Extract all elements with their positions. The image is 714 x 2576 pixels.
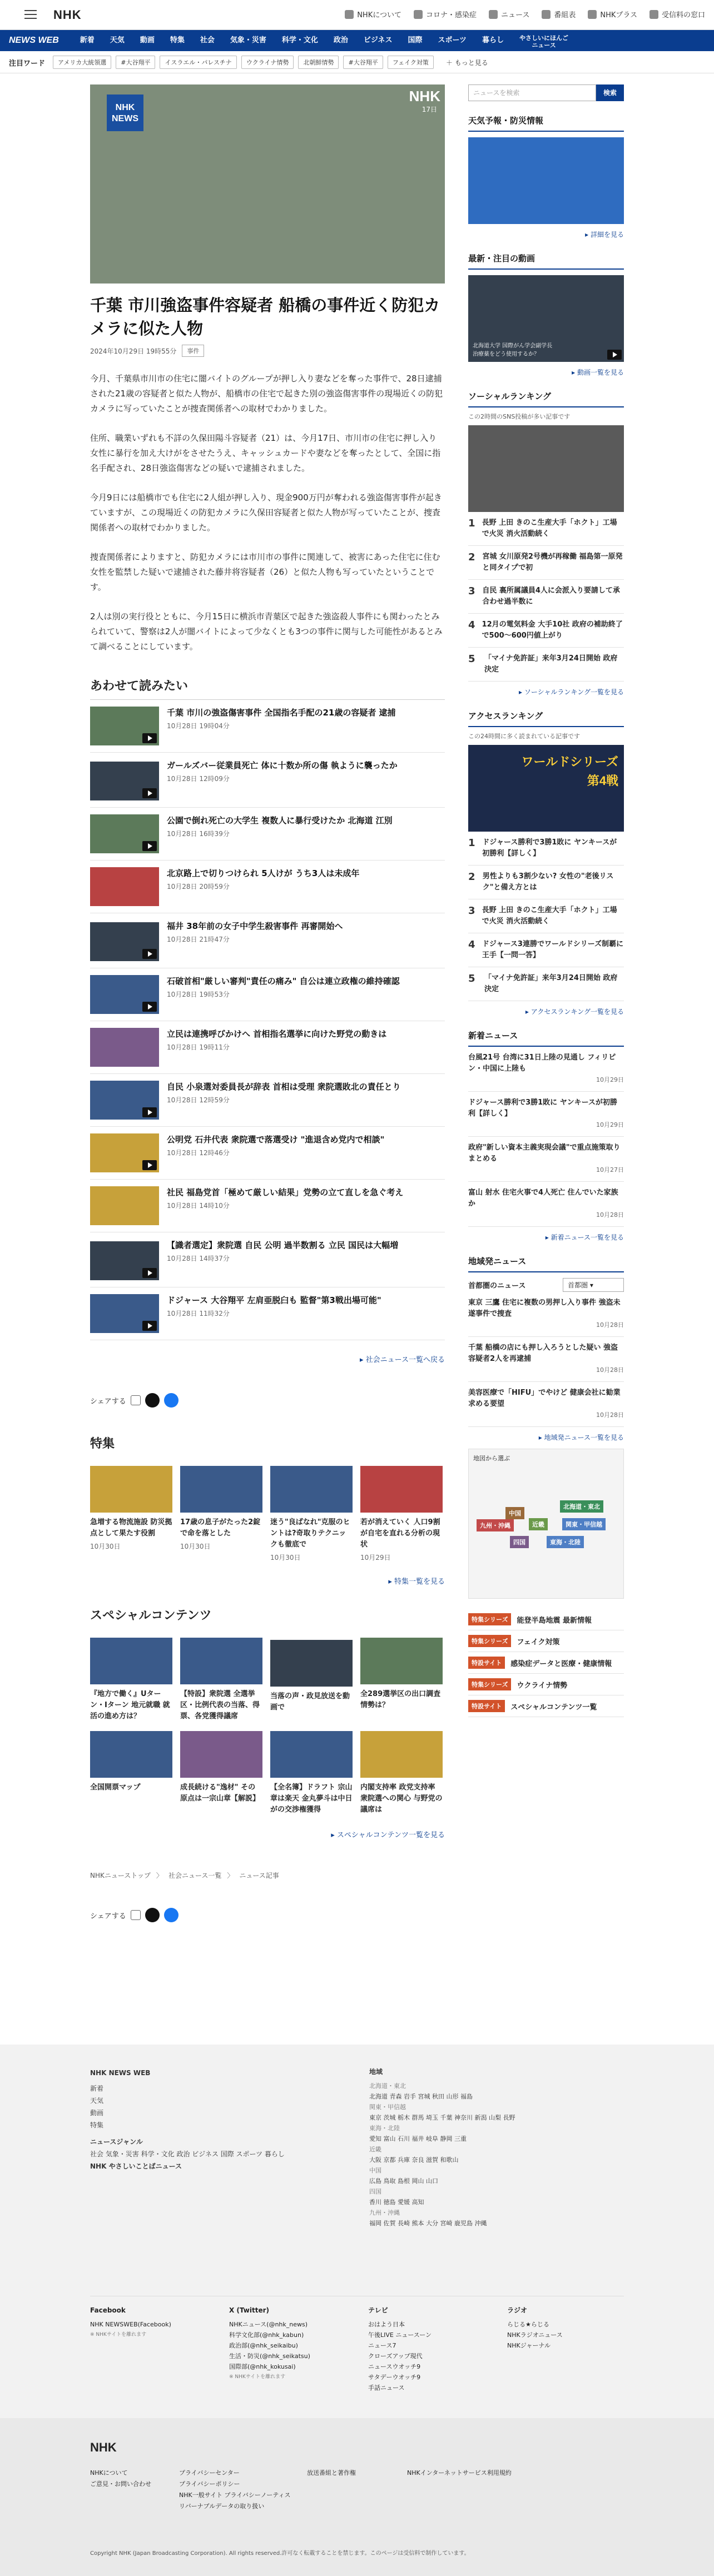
trend-more-link[interactable]: ＋ もっと見る (445, 58, 488, 67)
related-thumb (90, 922, 159, 961)
footer-region-title: 地域 (369, 2068, 383, 2076)
article-tag[interactable]: 事件 (182, 345, 204, 357)
local-area-label: 首都圏のニュース (468, 1282, 526, 1290)
tv-link[interactable]: クローズアップ現代 (368, 2353, 423, 2360)
play-icon (142, 1321, 157, 1331)
related-item-title: ガールズバー従業員死亡 体に十数か所の傷 執ように襲ったか (167, 760, 398, 770)
article-meta (90, 345, 445, 357)
related-item[interactable] (90, 861, 445, 913)
access-ranking-more-link[interactable]: ▸ アクセスランキング一覧を見る (468, 1007, 624, 1016)
footer-bottom-link[interactable]: プライバシーポリシー (179, 2480, 240, 2488)
latest-news-item[interactable]: 富山 射水 住宅火事で4人死亡 住んでいた家族か 10月28日 (468, 1182, 624, 1227)
related-item-date: 10月28日 20時59分 (167, 883, 230, 891)
copyright: Copyright NHK (Japan Broadcasting Corporation). All rights reserved.許可なく転載することを禁じます。このページは受信料で制作しています。 (90, 2550, 470, 2557)
play-icon (142, 1107, 157, 1117)
virus-icon (414, 10, 423, 19)
related-thumb (90, 1241, 159, 1280)
nav-video[interactable]: 動画 (140, 36, 155, 44)
special-title: スペシャルコンテンツ (90, 1609, 212, 1623)
related-list (90, 700, 445, 1340)
x-link[interactable]: 科学文化部(@nhk_kabun) (229, 2331, 304, 2339)
related-item[interactable] (90, 1127, 445, 1180)
feature-date: 10月30日 (180, 1543, 211, 1550)
trend-chip[interactable]: 北朝鮮情勢 (298, 56, 339, 69)
access-rank-item[interactable]: 3 長野 上田 きのこ生産大手「ホクト」工場で火災 消火活動続く (468, 899, 624, 933)
social-ranking-more-link[interactable]: ▸ ソーシャルランキング一覧を見る (468, 687, 624, 697)
feature-title: 若が消えていく 人口9割が自宅を直れる分析の現状 (360, 1518, 440, 1549)
special-thumb (90, 1638, 172, 1684)
special-card[interactable] (90, 1638, 172, 1722)
video-more-link[interactable]: ▸ 動画一覧を見る (468, 367, 624, 377)
local-area-row (468, 1278, 624, 1292)
special-card-title: 【全名簿】ドラフト 宗山章は楽天 金丸夢斗は中日がの交渉権獲得 (270, 1783, 353, 1814)
special-card-title: 成長続ける"逸材" その原点は一宗山章【解説】 (180, 1783, 260, 1803)
related-item-date: 10月28日 12時46分 (167, 1149, 230, 1157)
feature-date: 10月30日 (270, 1554, 301, 1561)
play-icon (142, 1002, 157, 1012)
latest-news-item[interactable]: 台風21号 台湾に31日上陸の見通し フィリピン・中国に上陸も 10月29日 (468, 1047, 624, 1092)
footer-bottom-link[interactable]: リバーナブルデータの取り扱い (179, 2503, 265, 2510)
access-ranking-image (468, 745, 624, 832)
society-list-link[interactable]: ▸ 社会ニュース一覧へ戻る (90, 1354, 445, 1364)
nav-feature[interactable]: 特集 (170, 36, 185, 44)
region-kinki[interactable]: 近畿 (529, 1518, 548, 1530)
related-item-date: 10月28日 19時11分 (167, 1043, 230, 1051)
footer-regions: 地域 北海道・東北 北海道 青森 岩手 宮城 秋田 山形 福島 関東・甲信越 東京 茨城 栃木 群馬 埼玉 千葉 神奈川 新潟 山梨 長野 東海・北陸 愛知 富山 石川 福井 岐阜 静岡 三重 近畿 大阪 京都 兵庫 奈良 滋賀 和歌山 中国 広島 鳥取 島根 岡山 山口 四国 香川 徳島 愛媛 高知 九州・沖縄 福岡 佐賀 長崎 熊本 大分 宮崎 鹿児島 沖縄 (369, 2067, 625, 2229)
footer-bottom-link[interactable]: NHKインターネットサービス利用規約 (407, 2469, 512, 2476)
footer-bottom-link[interactable]: NHK一般サイト プライバシーノーティス (179, 2492, 291, 2499)
hero-watermark: NHK (409, 88, 440, 105)
special-thumb (270, 1731, 353, 1778)
article-paragraph: 今月、千葉県市川市の住宅に闇バイトのグループが押し入り妻などを奪った事件で、28日逮捕された21歳の容疑者と似た人物が、船橋市の住宅で起きた別の強盗傷害事件の現場近くの防犯カメラに写っていたことが捜査関係者への取材でわかりました。 (90, 374, 443, 414)
related-thumb (90, 762, 159, 800)
nav-society[interactable]: 社会 (200, 36, 215, 44)
special-card-title: 全289選挙区の出口調査 情勢は？ (360, 1690, 441, 1709)
nhk-news-logo: NHK NEWS (107, 95, 143, 131)
footer-bottom-links (90, 2468, 624, 2512)
feature-link[interactable]: 特集シリーズ ウクライナ情勢 (468, 1674, 624, 1695)
related-item[interactable] (90, 808, 445, 861)
related-item-title: 自民 小泉選対委員長が辞表 首相は受理 衆院選敗北の責任とり (167, 1082, 401, 1092)
special-card-title: 全国開票マップ (90, 1783, 141, 1792)
nav-weather[interactable]: 天気 (110, 36, 125, 44)
nav-international[interactable]: 国際 (408, 36, 423, 44)
feature-thumb (90, 1466, 172, 1513)
x-icon[interactable] (145, 1393, 160, 1408)
social-rank-item[interactable]: 2 宮城 女川原発2号機が再稼働 福島第一原発と同タイプで初 (468, 546, 624, 580)
radio-link[interactable]: NHKラジオニュース (507, 2331, 563, 2339)
region-map-title: 地図から選ぶ (473, 1455, 510, 1462)
access-ranking-title: アクセスランキング (468, 710, 624, 727)
x-link[interactable]: 政治部(@nhk_seikaibu) (229, 2342, 298, 2349)
weather-more-link[interactable]: ▸ 詳細を見る (468, 230, 624, 239)
news-web-brand[interactable]: NEWS WEB (9, 36, 59, 45)
feature-links (468, 1609, 624, 1717)
local-news-item[interactable]: 美容医療で「HIFU」でやけど 健康会社に勧業求める要望 10月28日 (468, 1382, 624, 1427)
related-item[interactable] (90, 700, 445, 753)
trend-chip[interactable]: ウクライナ情勢 (241, 56, 294, 69)
footer-region-links[interactable]: 愛知 富山 石川 福井 岐阜 静岡 三重 (369, 2135, 467, 2142)
feature-card[interactable] (270, 1466, 353, 1562)
tv-link[interactable]: 午後LIVE ニュースーン (368, 2331, 432, 2339)
trend-chip[interactable]: #大谷翔平 (343, 56, 383, 69)
related-item-title: ドジャース 大谷翔平 左肩亜脱臼も 監督"第3戦出場可能" (167, 1295, 381, 1305)
latest-news-more-link[interactable]: ▸ 新着ニュース一覧を見る (468, 1232, 624, 1242)
related-item-date: 10月28日 16時39分 (167, 830, 230, 838)
breadcrumb-item: ニュース記事 (239, 1872, 279, 1879)
special-more-link[interactable]: ▸ スペシャルコンテンツ一覧を見る (90, 1829, 445, 1839)
local-news-item[interactable]: 東京 三鷹 住宅に複数の男押し入り事件 強盗未遂事件で捜査 10月28日 (468, 1292, 624, 1337)
share-bar (90, 1393, 445, 1408)
article-paragraph: 今月9日には船橋市でも住宅に2人組が押し入り、現金900万円が奪われる強盗傷害事件が起きていますが、この現場近くの防犯カメラに久保田容疑者と似た人物が写っていたことが、捜査関係者への取材でわかりました。 (90, 493, 442, 533)
features-cards (90, 1466, 445, 1562)
related-item[interactable] (90, 753, 445, 808)
search-form (468, 84, 624, 101)
footer-bottom-link[interactable]: ご意見・お問い合わせ (90, 2480, 151, 2488)
share-label: シェアする (90, 1912, 126, 1921)
social-rank-item[interactable]: 1 長野 上田 きのこ生産大手「ホクト」工場で火災 消火活動続く (468, 512, 624, 546)
trend-words-bar (0, 51, 714, 73)
feature-title: 17歳の息子がたった2錠で命を落とした (180, 1518, 261, 1538)
special-card[interactable] (270, 1731, 353, 1816)
weather-title: 天気予報・防災情報 (468, 115, 624, 132)
header-link-program[interactable]: 番組表 (542, 9, 576, 19)
related-item-date: 10月28日 21時47分 (167, 936, 230, 943)
x-icon[interactable] (145, 1908, 160, 1922)
feature-date: 10月29日 (360, 1554, 391, 1561)
local-news-more-link[interactable]: ▸ 地域発ニュース一覧を見る (468, 1433, 624, 1442)
nav-sports[interactable]: スポーツ (438, 36, 467, 44)
radio-link[interactable]: NHKジャーナル (507, 2342, 551, 2349)
nav-science[interactable]: 科学・文化 (281, 36, 318, 44)
footer-link[interactable]: NHK やさしいことばニュース (90, 2162, 182, 2170)
trend-chip[interactable]: アメリカ大統領選 (53, 56, 111, 69)
footer-link[interactable]: 天気 (90, 2097, 104, 2105)
article-paragraph: 2人は別の実行役とともに、今月15日に横浜市青葉区で起きた強盗殺人事件にも関わったとみられていて、警察は2人が闇バイトによって少なくとも3つの事件に関与した可能性があるとみて調べることにしています。 (90, 611, 443, 652)
region-chugoku[interactable]: 中国 (505, 1507, 524, 1519)
related-item-title: 公園で倒れ死亡の大学生 複数人に暴行受けたか 北海道 江別 (167, 815, 393, 825)
feature-date: 10月30日 (90, 1543, 121, 1550)
feature-link[interactable]: 特設サイト 感染症データと医療・健康情報 (468, 1652, 624, 1674)
related-thumb (90, 707, 159, 745)
search-input[interactable]: ニュースを検索 (468, 84, 596, 101)
footer-region-links[interactable]: 大阪 京都 兵庫 奈良 滋賀 和歌山 (369, 2156, 459, 2164)
facebook-icon[interactable] (164, 1393, 178, 1408)
header-link-fee[interactable]: 受信料の窓口 (649, 9, 705, 19)
local-news-item[interactable]: 千葉 船橋の店にも押し入ろうとした疑い 強盗容疑者2人を再逮捕 10月28日 (468, 1337, 624, 1382)
footer-region-links[interactable]: 広島 鳥取 島根 岡山 山口 (369, 2177, 438, 2185)
special-card-title: 内閣支持率 政党支持率 衆院選への関心 与野党の議席は (360, 1783, 443, 1814)
footer-nav (90, 2067, 357, 2172)
video-thumb[interactable] (468, 275, 624, 362)
breadcrumb-item[interactable]: NHKニューストップ (90, 1872, 151, 1879)
special-card-title: 【特設】衆院選 全選挙区・比例代表の当落、得票、各党獲得議席 (180, 1690, 260, 1720)
article-paragraph: 捜査関係者によりますと、防犯カメラには市川市の事件に関連して、被害にあった住宅に住む女性を監禁した疑いで逮捕された藤井将容疑者（26）と似た人物も写っていたということです。 (90, 552, 440, 592)
play-icon (142, 788, 157, 798)
breadcrumb: NHKニューストップ 〉 社会ニュース一覧 〉 ニュース記事 (90, 1872, 279, 1879)
feature-thumb (180, 1466, 262, 1513)
social-rank-item[interactable]: 3 自民 裏所属議員4人に会派入り要請して承 合わせ過半数に (468, 580, 624, 614)
feature-title: 迷う"良ばなれ"克服のヒントは?奇取りテクニックも徹底で (270, 1518, 350, 1549)
tv-link[interactable]: ニュースウオッチ9 (368, 2363, 421, 2370)
nav-disaster[interactable]: 気象・災害 (230, 36, 266, 44)
special-thumb (270, 1640, 353, 1687)
facebook-link[interactable]: NHK NEWSWEB(Facebook) (90, 2321, 171, 2328)
related-item[interactable] (90, 1287, 445, 1340)
special-cards-row1 (90, 1638, 445, 1722)
related-title: あわせて読みたい (90, 677, 445, 700)
related-item-date: 10月28日 19時04分 (167, 722, 230, 730)
footer-bottom-link[interactable]: 放送番組と著作権 (307, 2469, 356, 2476)
play-icon (142, 949, 157, 959)
related-item[interactable] (90, 1180, 445, 1232)
copy-link-icon[interactable] (131, 1910, 141, 1920)
related-item-date: 10月28日 11時32分 (167, 1310, 230, 1317)
related-item-title: 千葉 市川の強盗傷害事件 全国指名手配の21歳の容疑者 逮捕 (167, 708, 396, 718)
features-title: 特集 (90, 1437, 115, 1451)
x-link[interactable]: NHKニュース(@nhk_news) (229, 2321, 308, 2328)
main-nav (0, 30, 714, 51)
footer-bottom-link[interactable]: プライバシーセンター (179, 2469, 240, 2476)
footer-region-links[interactable]: 北海道 青森 岩手 宮城 秋田 山形 福島 (369, 2093, 473, 2100)
region-map (468, 1449, 624, 1599)
related-thumb (90, 1133, 159, 1172)
main-column (90, 84, 445, 1922)
latest-news-item[interactable]: ドジャース勝利で3勝1敗に ヤンキースが初勝利【詳しく】 10月29日 (468, 1092, 624, 1137)
news-icon (489, 10, 498, 19)
related-thumb (90, 814, 159, 853)
special-cards-row2 (90, 1731, 445, 1816)
related-item-title: 立民は連携呼びかけへ 首相指名選挙に向けた野党の動きは (167, 1029, 387, 1039)
play-icon (142, 841, 157, 851)
special-card-title: 『地方で働く』Uターン・Iターン 地元就職 就活の進め方は？ (90, 1690, 170, 1720)
social-rank-item[interactable]: 4 12月の電気料金 大手10社 政府の補助終了で500〜600円値上がり (468, 614, 624, 648)
header-link-news[interactable]: ニュース (489, 9, 529, 19)
footer-brand[interactable]: NHK NEWS WEB (90, 2069, 151, 2077)
social-ranking-image (468, 425, 624, 512)
related-item-title: 【識者選定】衆院選 自民 公明 過半数割る 立民 国民は大幅増 (167, 1240, 399, 1250)
footer-region-links[interactable]: 福岡 佐賀 長崎 熊本 大分 宮崎 鹿児島 沖縄 (369, 2220, 487, 2227)
nhk-logo[interactable]: NHK (53, 8, 82, 22)
video-caption: 北海道大学 国際がん学会副学長 治療薬をどう使用するか？ (473, 343, 553, 357)
nav-politics[interactable]: 政治 (333, 36, 348, 44)
trend-chip[interactable]: #大谷翔平 (116, 56, 155, 69)
menu-icon[interactable] (24, 10, 37, 19)
header-link-corona[interactable]: コロナ・感染症 (414, 9, 477, 19)
x-link[interactable]: 生活・防災(@nhk_seikatsu) (229, 2353, 310, 2360)
access-ranking-sub: この24時間に多く読まれている記事です (468, 733, 580, 740)
feature-thumb (270, 1466, 353, 1513)
related-item-date: 10月28日 12時59分 (167, 1096, 230, 1104)
access-rank-item[interactable]: 4 ドジャース3連勝でワールドシリーズ制覇に王手【一問一答】 (468, 933, 624, 967)
trend-chip[interactable]: フェイク対策 (388, 56, 434, 69)
social-ranking-title: ソーシャルランキング (468, 390, 624, 407)
related-item-date: 10月28日 12時09分 (167, 775, 230, 783)
x-link[interactable]: 国際部(@nhk_kokusai) (229, 2363, 296, 2370)
feature-card[interactable] (180, 1466, 262, 1562)
header-link-about[interactable]: NHKについて (345, 9, 401, 19)
access-rank-item[interactable]: 5 「マイナ免許証」来年3月24日開始 政府決定 (468, 967, 624, 1001)
related-item-date: 10月28日 14時10分 (167, 1202, 230, 1210)
play-icon (142, 733, 157, 743)
footer-link[interactable]: 特集 (90, 2121, 104, 2129)
related-thumb (90, 1028, 159, 1067)
features-more-link[interactable]: ▸ 特集一覧を見る (90, 1575, 445, 1586)
header-links (345, 9, 705, 19)
video-title: 最新・注目の動画 (468, 252, 624, 270)
footer (0, 2045, 714, 2576)
related-item[interactable] (90, 968, 445, 1021)
related-thumb (90, 1186, 159, 1225)
tv-link[interactable]: おはよう日本 (368, 2321, 405, 2328)
feature-link[interactable]: 特集シリーズ フェイク対策 (468, 1630, 624, 1652)
article-hero-image (90, 84, 445, 284)
related-item-date: 10月28日 19時53分 (167, 991, 230, 998)
region-kyushu[interactable]: 九州・沖縄 (477, 1519, 514, 1531)
yen-icon (649, 10, 658, 19)
footer-genre-links[interactable]: 社会 気象・災害 科学・文化 政治 ビジネス 国際 スポーツ 暮らし (90, 2150, 285, 2158)
nhk-icon (345, 10, 354, 19)
related-item-title: 公明党 石井代表 衆院選で落選受け "進退含め党内で相談" (167, 1135, 385, 1145)
breadcrumb-item[interactable]: 社会ニュース一覧 (168, 1872, 222, 1879)
nav-new[interactable]: 新着 (80, 36, 95, 44)
local-area-select[interactable]: 首都圏 ▾ (563, 1278, 624, 1292)
region-hokkaido-tohoku[interactable]: 北海道・東北 (560, 1500, 603, 1513)
latest-news-item[interactable]: 政府"新しい資本主義実現会議"で重点施策取りまとめる 10月27日 (468, 1137, 624, 1182)
related-thumb (90, 1081, 159, 1120)
special-thumb (360, 1638, 443, 1684)
local-news-title: 地域発ニュース (468, 1255, 624, 1272)
related-item-title: 福井 38年前の女子中学生殺害事件 再審開始へ (167, 921, 343, 931)
hero-date: 17日 (422, 106, 437, 113)
region-tokai-hokuriku[interactable]: 東海・北陸 (547, 1536, 584, 1548)
play-icon (142, 1160, 157, 1170)
tv-icon (542, 10, 551, 19)
play-icon (588, 10, 597, 19)
latest-news-title: 新着ニュース (468, 1030, 624, 1047)
special-card-title: 当落の声・政見放送を動画で (270, 1692, 350, 1712)
sidebar (468, 84, 624, 1717)
special-thumb (180, 1731, 262, 1778)
footer-link[interactable]: ニュースジャンル (90, 2138, 143, 2146)
feature-link[interactable]: 特設サイト スペシャルコンテンツ一覧 (468, 1695, 624, 1717)
related-item[interactable] (90, 1021, 445, 1074)
share-label: シェアする (90, 1397, 126, 1406)
region-shikoku[interactable]: 四国 (510, 1536, 529, 1548)
special-thumb (180, 1638, 262, 1684)
special-card[interactable] (360, 1638, 443, 1722)
top-bar (0, 0, 714, 30)
footer-nhk-logo[interactable]: NHK (90, 2440, 117, 2454)
search-button[interactable]: 検索 (596, 84, 624, 101)
related-thumb (90, 867, 159, 906)
nav-life[interactable]: 暮らし (482, 36, 504, 44)
play-icon (142, 1268, 157, 1278)
footer-sns: Facebook NHK NEWSWEB(Facebook) ※ NHKサイトを離れます X (Twitter) NHKニュース(@nhk_news) 科学文化部(@nhk_kabun) 政治部(@nhk_seikaibu) 生活・防災(@nhk_seikatsu) 国際部(@nhk_kokusai) ※ NHKサイトを離れます テレビ おはよう日本 午後LIVE ニュースーン ニュース7 クローズアップ現代 ニュースウオッチ9 サタデーウオッチ9 手話ニュース ラジオ らじる★らじる NHKラジオニュース NHKジャーナル (90, 2296, 624, 2393)
footer-link[interactable]: 動画 (90, 2109, 104, 2117)
feature-thumb (360, 1466, 443, 1513)
related-item-title: 石破首相"厳しい審判"責任の痛み" 自公は連立政権の維持確認 (167, 976, 400, 986)
special-card[interactable] (180, 1731, 262, 1816)
access-rank-item[interactable]: 1 ドジャース勝利で3勝1敗に ヤンキースが初勝利【詳しく】 (468, 832, 624, 866)
article-date: 2024年10月29日 19時55分 (90, 347, 177, 355)
special-card[interactable] (90, 1731, 172, 1816)
related-item-date: 10月28日 14時37分 (167, 1255, 230, 1262)
nav-easy-japanese[interactable]: やさしいにほんご ニュース (519, 34, 569, 49)
footer-bottom-link[interactable]: NHKについて (90, 2469, 128, 2476)
special-thumb (90, 1731, 172, 1778)
special-thumb (360, 1731, 443, 1778)
related-thumb (90, 1294, 159, 1333)
access-rank-item[interactable]: 2 男性よりも3割少ない? 女性の"老後リスク"と備え方とは (468, 866, 624, 899)
special-card[interactable] (180, 1638, 262, 1722)
social-rank-item[interactable]: 5 「マイナ免許証」来年3月24日開始 政府決定 (468, 648, 624, 682)
related-item-title: 北京路上で切りつけられ 5人けが うち3人は未成年 (167, 868, 360, 878)
tv-link[interactable]: ニュース7 (368, 2342, 396, 2349)
nav-business[interactable]: ビジネス (363, 36, 393, 44)
facebook-icon[interactable] (164, 1908, 178, 1922)
feature-card[interactable] (90, 1466, 172, 1562)
header-link-plus[interactable]: NHKプラス (588, 9, 637, 19)
related-item-title: 社民 福島党首「極めて厳しい結果」党勢の立て直しを急ぐ考え (167, 1187, 404, 1197)
related-thumb (90, 975, 159, 1014)
tv-link[interactable]: 手話ニュース (368, 2384, 405, 2391)
weather-map[interactable] (468, 137, 624, 224)
special-card[interactable] (270, 1638, 353, 1722)
trend-title: 注目ワード (9, 59, 46, 68)
footer-region-links[interactable]: 東京 茨城 栃木 群馬 埼玉 千葉 神奈川 新潟 山梨 長野 (369, 2114, 515, 2121)
world-series-banner: ワールドシリーズ 第4戦 (521, 755, 618, 788)
related-item[interactable] (90, 913, 445, 968)
play-icon (607, 350, 622, 360)
article-headline: 千葉 市川強盗事件容疑者 船橋の事件近く防犯カメラに似た人物 (90, 296, 440, 338)
share-bar-bottom (90, 1908, 445, 1922)
footer-link[interactable]: 新着 (90, 2085, 104, 2092)
region-kanto[interactable]: 関東・甲信越 (562, 1518, 606, 1530)
feature-title: 急増する物流施設 防災拠点として果たす役割 (90, 1518, 172, 1538)
footer-bottom (0, 2418, 714, 2576)
feature-link[interactable]: 特集シリーズ 能登半島地震 最新情報 (468, 1609, 624, 1630)
copy-link-icon[interactable] (131, 1395, 141, 1405)
footer-region-links[interactable]: 香川 徳島 愛媛 高知 (369, 2199, 424, 2206)
special-card[interactable] (360, 1731, 443, 1816)
feature-card[interactable] (360, 1466, 443, 1562)
radio-link[interactable]: らじる★らじる (507, 2321, 549, 2328)
article-paragraph: 住所、職業いずれも不詳の久保田陽斗容疑者（21）は、今月17日、市川市の住宅に押し入り女性に暴行を加え大けがをさせたうえ、キャッシュカードや妻などを奪ったとして、全国に指名手配され、28日強盗傷害などの疑いで逮捕されました。 (90, 433, 441, 473)
trend-chip[interactable]: イスラエル・パレスチナ (160, 56, 236, 69)
social-ranking-sub: この2時間のSNS投稿が多い記事です (468, 413, 571, 420)
related-item[interactable] (90, 1074, 445, 1127)
related-item[interactable] (90, 1232, 445, 1287)
tv-link[interactable]: サタデーウオッチ9 (368, 2374, 421, 2381)
